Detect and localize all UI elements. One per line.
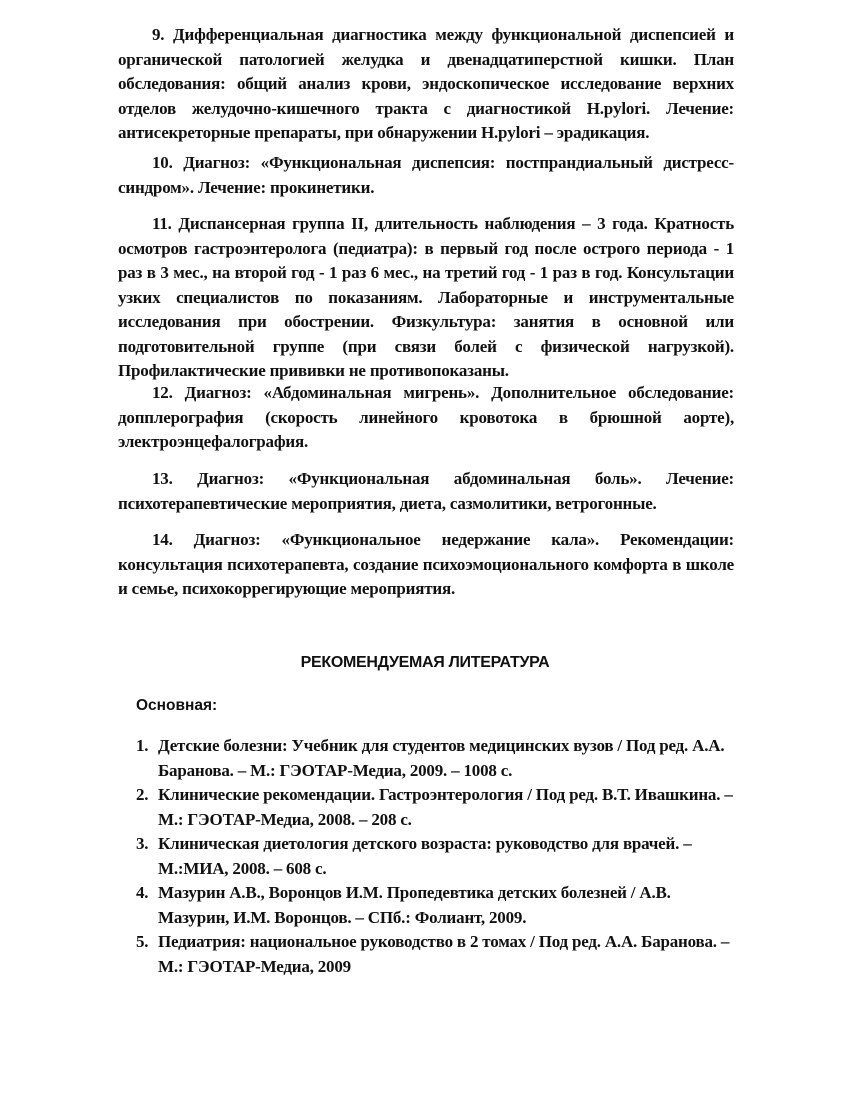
reference-number: 4. [136, 883, 149, 902]
reference-number: 5. [136, 932, 149, 951]
literature-subheading: Основная: [136, 697, 218, 714]
reference-text: Детские болезни: Учебник для студентов медицинских вузов / Под ред. А.А. Баранова. – М.: ГЭОТАР-Медиа, 2009. – 1008 с. [158, 736, 725, 780]
reference-list [118, 734, 734, 979]
reference-item [118, 881, 734, 930]
reference-number: 1. [136, 736, 149, 755]
reference-item [118, 930, 734, 979]
reference-text: Клиническая диетология детского возраста: руководство для врачей. – М.:МИА, 2008. – 608 с. [158, 834, 692, 878]
answer-13: 13. Диагноз: «Функциональная абдоминальная боль». Лечение: психотерапевтические мероприятия, диета, сазмолитики, ветрогонные. [118, 469, 734, 513]
reference-text: Педиатрия: национальное руководство в 2 томах / Под ред. А.А. Баранова. – М.: ГЭОТАР-Медиа, 2009 [158, 932, 730, 976]
answer-14: 14. Диагноз: «Функциональное недержание кала». Рекомендации: консультация психотерапевта, создание психоэмоционального комфорта в школе и семье, психокоррегирующие мероприятия. [118, 530, 734, 598]
reference-item [118, 783, 734, 832]
literature-heading: РЕКОМЕНДУЕМАЯ ЛИТЕРАТУРА [300, 654, 550, 671]
answer-10: 10. Диагноз: «Функциональная диспепсия: постпрандиальный дистресс-синдром». Лечение: прокинетики. [118, 153, 734, 197]
reference-text: Мазурин А.В., Воронцов И.М. Пропедевтика детских болезней / А.В. Мазурин, И.М. Воронцов. – СПб.: Фолиант, 2009. [158, 883, 671, 927]
reference-number: 3. [136, 834, 149, 853]
answer-9: 9. Дифференциальная диагностика между функциональной диспепсией и органической патологией желудка и двенадцатиперстной кишки. План обследования: общий анализ крови, эндоскопическое исследование верхних отделов желудочно-кишечного тракта с диагностикой H.pylori. Лечение: антисекреторные препараты, при обнаружении H.pylori – эрадикация. [118, 25, 734, 142]
answer-12: 12. Диагноз: «Абдоминальная мигрень». Дополнительное обследование: допплерография (скорость линейного кровотока в брюшной аорте), электроэнцефалография. [118, 383, 734, 451]
answer-11: 11. Диспансерная группа II, длительность наблюдения – 3 года. Кратность осмотров гастроэнтеролога (педиатра): в первый год после острого периода - 1 раз в 3 мес., на второй год - 1 раз 6 мес., на третий год - 1 раз в год. Консультации узких специалистов по показаниям. Лабораторные и инструментальные исследования при обострении. Физкультура: занятия в основной или подготовительной группе (при связи болей с физической нагрузкой). Профилактические прививки не противопоказаны. [118, 214, 734, 380]
reference-item [118, 734, 734, 783]
reference-number: 2. [136, 785, 149, 804]
reference-text: Клинические рекомендации. Гастроэнтерология / Под ред. В.Т. Ивашкина. – М.: ГЭОТАР-Медиа, 2008. – 208 с. [158, 785, 733, 829]
reference-item [118, 832, 734, 881]
